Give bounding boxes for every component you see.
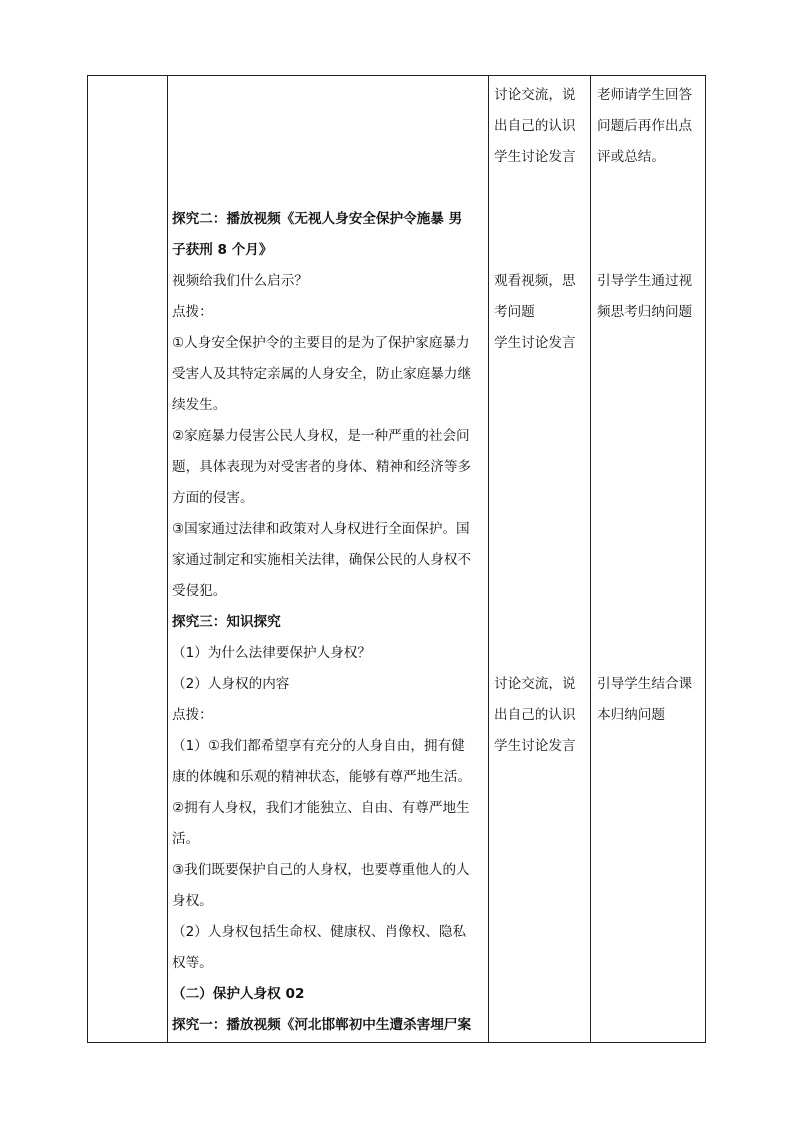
text-line: ③我们既要保护自己的人身权，也要尊重他人的人 xyxy=(172,862,470,878)
student-activity-cell xyxy=(494,266,589,359)
text-line: 考问题 xyxy=(494,304,535,320)
section-heading: 子获刑 8 个月》 xyxy=(172,242,273,258)
text-line: 出自己的认识 xyxy=(494,707,576,723)
text-line: ②拥有人身权，我们才能独立、自由、有尊严地生 xyxy=(172,800,470,816)
text-line: 本归纳问题 xyxy=(597,707,665,723)
text-line: 引导学生通过视 xyxy=(597,273,693,289)
text-line: 身权。 xyxy=(172,893,213,909)
text-line: 视频给我们什么启示？ xyxy=(172,273,308,289)
student-activity-cell xyxy=(494,80,589,173)
section-heading: （二）保护人身权 02 xyxy=(172,986,305,1002)
text-line: 学生讨论发言 xyxy=(494,738,576,754)
text-line: 评或总结。 xyxy=(597,149,665,165)
teacher-activity-cell xyxy=(597,669,700,731)
text-line: （2）人身权的内容 xyxy=(172,676,290,692)
text-line: 观看视频，思 xyxy=(494,273,576,289)
text-line: 讨论交流，说 xyxy=(494,87,576,103)
column-divider xyxy=(167,76,168,1042)
text-line: 问题后再作出点 xyxy=(597,118,693,134)
text-line: 出自己的认识 xyxy=(494,118,576,134)
text-line: （1）①我们都希望享有充分的人身自由，拥有健 xyxy=(172,738,465,754)
column-divider xyxy=(488,76,489,1042)
text-line: 权等。 xyxy=(172,955,213,971)
section-heading: 探究一：播放视频《河北邯郸初中生遭杀害埋尸案 xyxy=(172,1017,472,1033)
text-line: 频思考归纳问题 xyxy=(597,304,693,320)
text-line: 康的体魄和乐观的精神状态，能够有尊严地生活。 xyxy=(172,769,472,785)
text-line: （1）为什么法律要保护人身权？ xyxy=(172,645,371,661)
text-line: 家通过制定和实施相关法律，确保公民的人身权不 xyxy=(172,552,472,568)
text-line: （2）人身权包括生命权、健康权、肖像权、隐私 xyxy=(172,924,467,940)
teacher-activity-cell xyxy=(597,266,700,328)
text-line: 续发生。 xyxy=(172,397,227,413)
text-line: 受侵犯。 xyxy=(172,583,227,599)
teacher-activity-cell xyxy=(597,80,700,173)
text-line: ③国家通过法律和政策对人身权进行全面保护。国 xyxy=(172,521,470,537)
text-line: 活。 xyxy=(172,831,200,847)
text-line: 题，具体表现为对受害者的身体、精神和经济等多 xyxy=(172,459,472,475)
text-line: ②家庭暴力侵害公民人身权，是一种严重的社会问 xyxy=(172,428,470,444)
column-divider xyxy=(590,76,591,1042)
lesson-table xyxy=(87,75,706,1043)
text-line: 点拨： xyxy=(172,707,213,723)
student-activity-cell xyxy=(494,669,589,762)
text-line: ①人身安全保护令的主要目的是为了保护家庭暴力 xyxy=(172,335,470,351)
text-line: 方面的侵害。 xyxy=(172,490,254,506)
text-line: 引导学生结合课 xyxy=(597,676,693,692)
text-line: 学生讨论发言 xyxy=(494,149,576,165)
text-line: 点拨： xyxy=(172,304,213,320)
text-line: 学生讨论发言 xyxy=(494,335,576,351)
text-line: 受害人及其特定亲属的人身安全，防止家庭暴力继 xyxy=(172,366,472,382)
text-line: 老师请学生回答 xyxy=(597,87,693,103)
text-line: 讨论交流，说 xyxy=(494,676,576,692)
section-heading: 探究二：播放视频《无视人身安全保护令施暴 男 xyxy=(172,211,463,227)
teaching-content-cell xyxy=(172,204,485,1041)
section-heading: 探究三：知识探究 xyxy=(172,614,281,630)
